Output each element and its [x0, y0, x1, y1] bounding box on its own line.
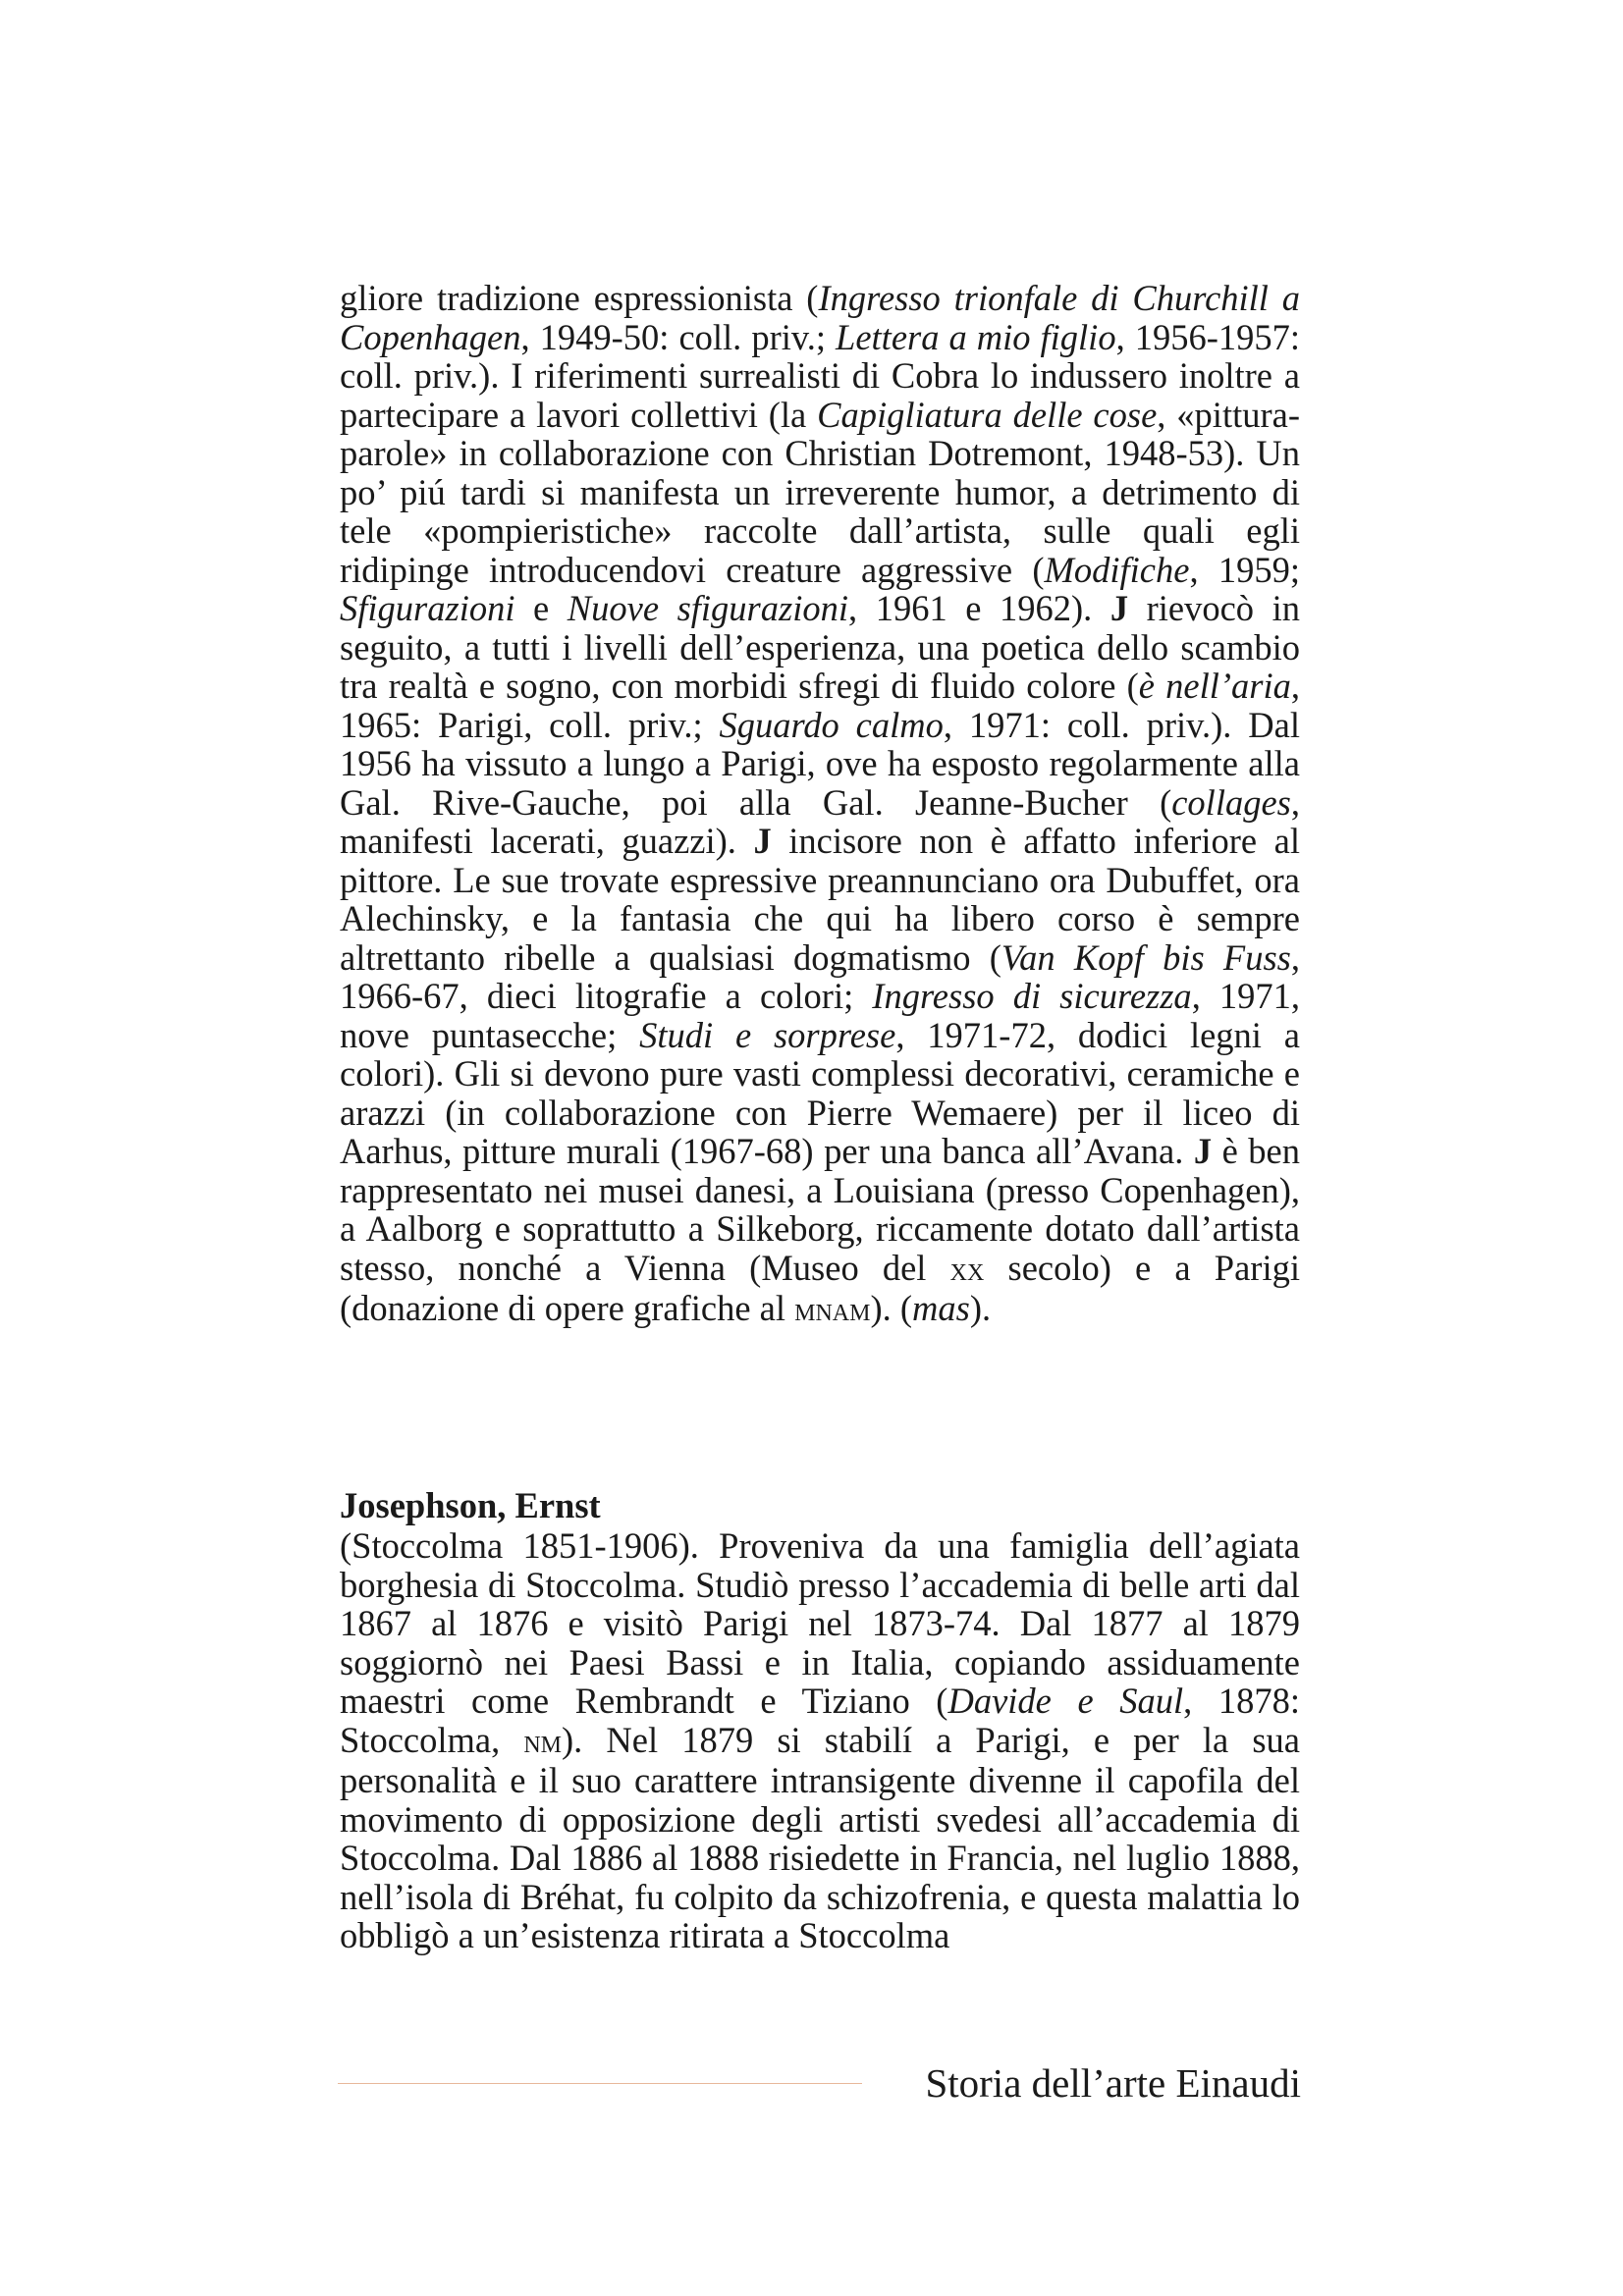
- entry-paragraph: [340, 1526, 1300, 1955]
- text-run: gliore tradizione espressionista (: [340, 278, 819, 318]
- text-run: , «pittura-parole» in collaborazione con Christian Dotremont, 1948-53). Un po’ piú tardi si manifesta un irreverente humor, a detrimento di tele «pompieristiche» raccolte dall’artista, sulle quali egli ridipinge introducendovi creature aggressive (: [340, 394, 1300, 590]
- text-run: , 1956-1957: coll. priv.). I riferimenti surrealisti di Cobra lo indussero inoltre a partecipare a lavori collettivi (la: [340, 316, 1301, 435]
- italic-title: collages: [1171, 781, 1291, 823]
- text-run: , 1971-72, dodici legni a colori). Gli si devono pure vasti complessi decorativi, ceramiche e arazzi (in collaborazione con Pierre Wemaere) per il liceo di Aarhus, pitture murali (1967-68) per una banca all’Avana.: [340, 1014, 1300, 1171]
- text-run: è ben rappresentato nei musei danesi, a Louisiana (presso Copenhagen), a Aalborg e soprattutto a Silkeborg, riccamente dotato dall’artista stesso, nonché a Vienna (Museo del: [340, 1131, 1300, 1288]
- italic-title: mas: [912, 1288, 970, 1328]
- italic-title: Sguardo calmo: [719, 704, 944, 745]
- entry-heading: Josephson, Ernst: [340, 1485, 601, 1525]
- text-run: secolo) e a Parigi (donazione di opere grafiche al: [340, 1247, 1300, 1328]
- italic-title: è nell’aria: [1138, 666, 1291, 706]
- italic-title: Van Kopf bis Fuss: [1001, 936, 1291, 978]
- abbreviation: mnam: [794, 1292, 871, 1328]
- text-run: , 1966-67, dieci litografie a colori;: [340, 936, 1300, 1016]
- text-run: ).: [969, 1288, 992, 1328]
- italic-title: Capigliatura delle cose: [817, 394, 1158, 435]
- text-run: incisore non è affatto inferiore al pittore. Le sue trovate espressive preannunciano ora Dubuffet, ora Alechinsky, e la fantasia che qui ha libero corso è sempre altrettanto ribelle a qualsiasi dogmatismo (: [340, 821, 1300, 978]
- footer-rule: [338, 2083, 862, 2084]
- entry-text: [340, 1526, 1300, 1955]
- italic-title: Studi e sorprese: [639, 1014, 896, 1055]
- entry-initial: J: [1193, 1131, 1213, 1171]
- footer-title: Storia dell’arte Einaudi: [925, 2060, 1301, 2106]
- text-run: , 1878: Stoccolma,: [340, 1681, 1300, 1760]
- italic-title: Davide e Saul: [947, 1681, 1184, 1721]
- continuation-text: [340, 279, 1300, 1330]
- continuation-paragraph: [340, 279, 1300, 1330]
- text-run: ). Nel 1879 si stabilí a Parigi, e per la sua personalità e il suo carattere intransigente divenne il capofila del movimento di opposizione degli artisti svedesi all’accademia di Stoccolma. Dal 1886 al 1888 risiedette in Francia, nel luglio 1888, nell’isola di Bréhat, fu colpito da schizofrenia, e questa malattia lo obbligò a un’esistenza ritirata a Stoccolma: [340, 1719, 1301, 1955]
- italic-title: Sfigurazioni: [340, 588, 515, 628]
- text-run: rievocò in seguito, a tutti i livelli dell’esperienza, una poetica dello scambio tra realtà e sogno, con morbidi sfregi di fluido colore (: [340, 588, 1300, 706]
- italic-title: Lettera a mio figlio: [836, 316, 1116, 357]
- text-run: , manifesti lacerati, guazzi).: [340, 781, 1300, 861]
- text-run: (Stoccolma 1851-1906). Proveniva da una famiglia dell’agiata borghesia di Stoccolma. Studiò presso l’accademia di belle arti dal 1867 al 1876 e visitò Parigi nel 1873-74. Dal 1877 al 1879 soggiornò nei Paesi Bassi e in Italia, copiando assiduamente maestri come Rembrandt e Tiziano (: [340, 1525, 1300, 1721]
- entry-initial: J: [753, 821, 772, 861]
- abbreviation: nm: [523, 1723, 562, 1760]
- text-run: ). (: [870, 1288, 913, 1328]
- italic-title: Ingresso trionfale di Churchill a Copenhagen: [340, 278, 1301, 357]
- italic-title: Ingresso di sicurezza: [872, 976, 1192, 1016]
- text-run: , 1949-50: coll. priv.;: [520, 316, 837, 357]
- text-run: e: [514, 588, 568, 628]
- text-run: , 1971: coll. priv.). Dal 1956 ha vissuto a lungo a Parigi, ove ha esposto regolarmente alla Gal. Rive-Gauche, poi alla Gal. Jeanne-Bucher (: [340, 704, 1300, 823]
- italic-title: Nuove sfigurazioni: [567, 588, 849, 628]
- text-run: , 1959;: [1189, 549, 1300, 590]
- text-run: , 1961 e 1962).: [848, 588, 1110, 628]
- italic-title: Modifiche: [1044, 549, 1190, 590]
- text-run: , 1971, nove puntasecche;: [340, 976, 1301, 1055]
- entry-initial: J: [1109, 588, 1129, 628]
- abbreviation: xx: [949, 1251, 985, 1288]
- text-run: , 1965: Parigi, coll. priv.;: [340, 666, 1300, 745]
